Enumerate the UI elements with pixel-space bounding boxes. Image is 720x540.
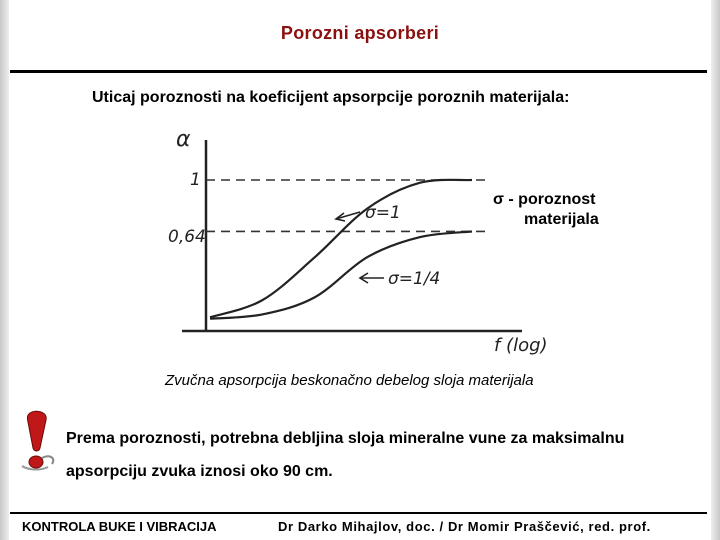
slide-subtitle: Uticaj poroznosti na koeficijent apsorpcije poroznih materijala: [92, 89, 570, 106]
slide-frame-right [711, 0, 720, 540]
legend-line-2: materijala [524, 211, 599, 228]
exclamation-icon [18, 410, 58, 472]
figure-caption: Zvučna apsorpcija beskonačno debelog sloja materijala [165, 372, 534, 389]
legend-line-1: σ - poroznost [493, 191, 596, 208]
legend [493, 190, 599, 230]
series-label-sigma-quarter: σ=1/4 [388, 269, 441, 289]
x-axis-label: f (log) [494, 335, 548, 356]
y-axis-label: α [176, 127, 191, 152]
footer-course-title: KONTROLA BUKE I VIBRACIJA [22, 519, 217, 534]
series-label-sigma-1: σ=1 [365, 203, 401, 223]
y-tick-label-064: 0,64 [168, 227, 206, 247]
y-tick-label-1: 1 [190, 170, 201, 190]
title-divider [10, 70, 707, 73]
note-text: Prema poroznosti, potrebna debljina sloja mineralne vune za maksimalnu apsorpciju zvuka iznosi oko 90 cm. [66, 430, 625, 480]
series-line-sigma-1 [210, 180, 472, 317]
slide-frame-left [0, 0, 9, 540]
footer-divider [10, 512, 707, 514]
absorption-chart [160, 118, 560, 368]
slide-title: Porozni apsorberi [280, 23, 440, 43]
footer-authors: Dr Darko Mihajlov, doc. / Dr Momir Praščević, red. prof. [278, 519, 651, 534]
